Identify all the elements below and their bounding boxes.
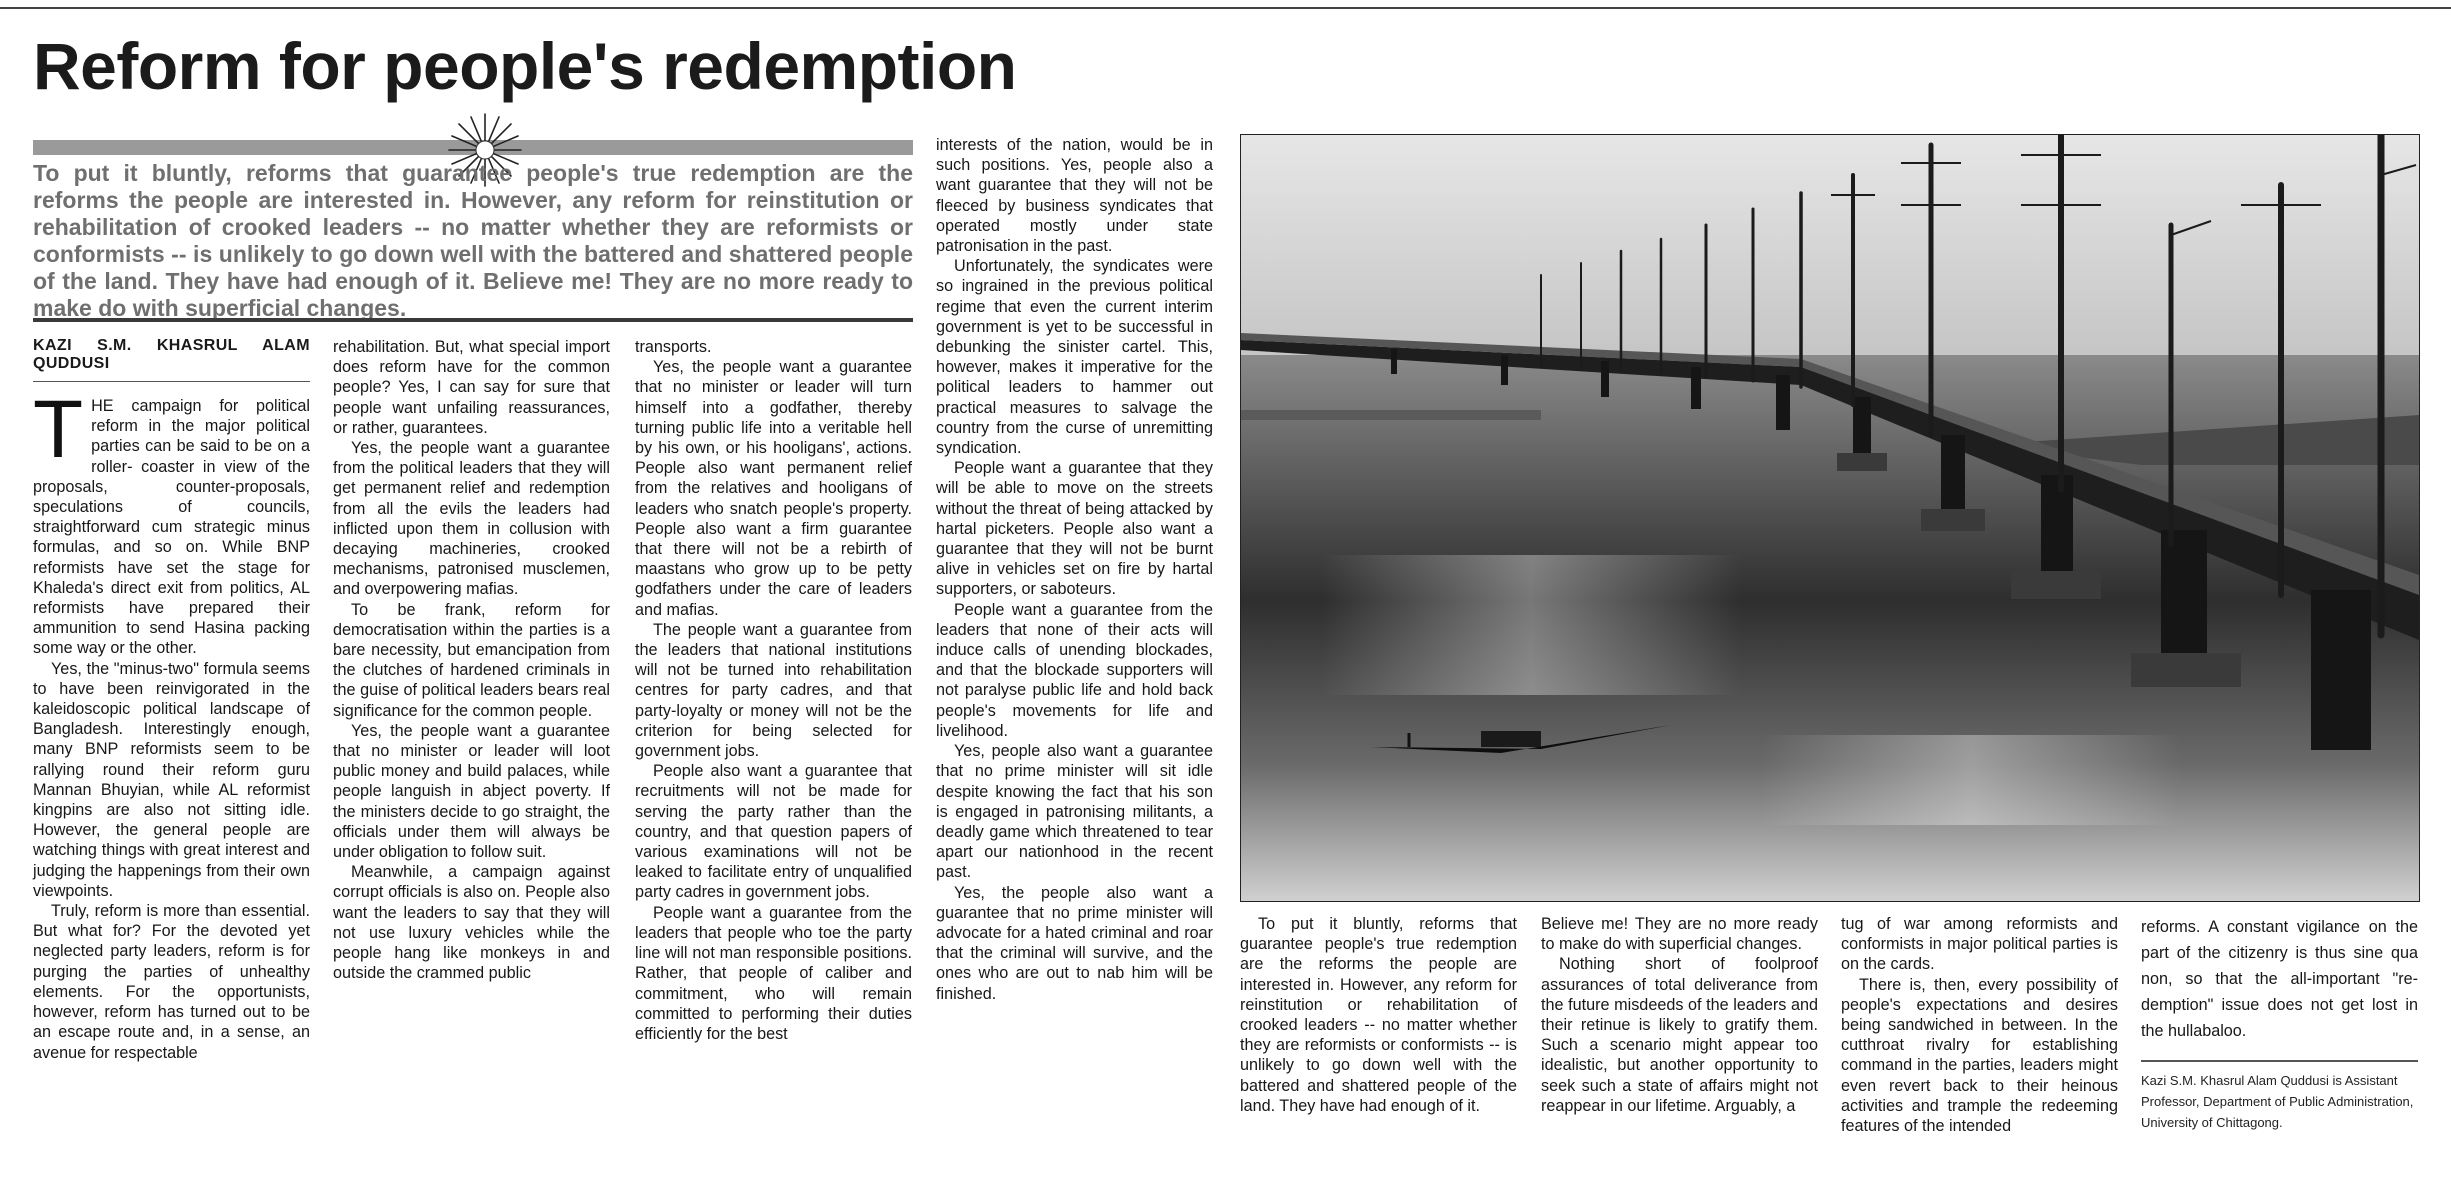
lead-text: HE campaign for political reform in the major political parties can be said to be on a roller- coaster in view of the proposals, counter-proposals, speculations of councils, straightforward cum strategic minus formulas, and so on. While BNP reformists have set the stage for Khaleda's direct exit from politics, AL reformists have prepared their ammunition to send Hasina packing some way or the other. <box>33 397 310 658</box>
paragraph: Nothing short of foolproof assurances of total deliverance from the future misdeeds of the leaders and their retinue is likely to gratify them. Such a scenario might appear too idealistic, but another opportunity to seek such a state of affairs might not reappear in our lifetime. Arguably, a <box>1541 955 1818 1115</box>
lead-paragraph <box>33 384 310 659</box>
bridge-river-image <box>1241 135 2419 901</box>
paragraph: Yes, the people also want a guarantee that no prime minister will advocate for a hated criminal and roar that the criminal will survive, and the ones who are out to nab him will be finished. <box>936 883 1213 1003</box>
column-7 <box>1841 914 2118 1136</box>
paragraph: interests of the nation, would be in such positions. Yes, people also a want guarantee that they will not be fleeced by business syndicates that operated mostly under state patronisation in the past. <box>936 136 1213 256</box>
paragraph: Meanwhile, a campaign against corrupt officials is also on. People also want the leaders to say that they will not use luxury vehicles while the people hang like monkeys in and outside the crammed public <box>333 863 610 983</box>
deck-rule <box>33 318 913 322</box>
paragraph: People want a guarantee that they will be able to move on the streets without the threat of being attacked by hartal picketers. People also want a guarantee that they will not be burnt alive in vehicles set on fire by hartal supporters, or saboteurs. <box>936 459 1213 599</box>
column-4 <box>936 135 1213 1004</box>
paragraph: rehabilitation. But, what special import does reform have for the common people? Yes, I can say for sure that people want unfailing reassurances, or rather, guarantees. <box>333 338 610 437</box>
column-6 <box>1541 914 1818 1116</box>
paragraph: transports. <box>635 338 712 356</box>
paragraph: Truly, reform is more than essential. But what for? For the devoted yet neglected party leaders, reform is for purging the parties of unhealthy elements. For the opportunists, however, reform has turned out to be an escape route and, in a sense, an avenue for respectable <box>33 902 310 1062</box>
author-bio: Kazi S.M. Khasrul Alam Quddusi is Assistant Professor, Department of Public Administration, University of Chittagong. <box>2141 1073 2414 1130</box>
top-rule <box>0 7 2451 9</box>
paragraph: Yes, people also want a guarantee that no prime minister will sit idle despite knowing the fact that his son is engaged in patronising militants, a deadly game which threatened to tear apart our nationhood in the recent past. <box>936 742 1213 882</box>
column-5 <box>1240 914 1517 1116</box>
paragraph: People want a guarantee from the leaders that people who toe the party line will not man responsible positions. Rather, that people of caliber and commitment, who will remain committed to performing their duties efficiently for the best <box>635 903 912 1043</box>
paragraph: To be frank, reform for democratisation within the parties is a bare necessity, but emancipation from the clutches of hardened criminals in the guise of political leaders bears real significance for the common people. <box>333 600 610 720</box>
paragraph: There is, then, every possibility of people's expectations and desires being sandwiched in between. In the cutthroat rivalry for establishing command in the parties, leaders might even revert back to their heinous activities and trample the redeeming features of the intended <box>1841 975 2118 1136</box>
paragraph: Yes, the people want a guarantee from the political leaders that they will get permanent relief and redemption from all the evils the leaders had inflicted upon them in collusion with decaying machineries, crooked mechanisms, patronised musclemen, and overpowering mafias. <box>333 439 610 599</box>
paragraph: To put it bluntly, reforms that guarantee people's true redemption are the reforms the people are interested in. However, any reform for reinstitution or rehabilitation of crooked leaders -- no matter whether they are reformists or conformists -- is unlikely to go down well with the battered and shattered people of the land. They have had enough of it. <box>1240 915 1517 1115</box>
paragraph: Yes, the "minus-two" formula seems to have been reinvigorated in the kaleidoscopic political landscape of Bangladesh. Interestingly enough, many BNP reformists seem to be rallying round their reform guru Mannan Bhuyian, while AL reformist kingpins are also not sitting idle. However, the general people are watching things with great interest and judging the happenings from their own viewpoints. <box>33 659 310 900</box>
column-2 <box>333 337 610 984</box>
column-3 <box>635 337 912 1044</box>
paragraph: Unfortunately, the syndicates were so ingrained in the previous political regime that even the current interim government is yet to be successful in debunking the sinister cartel. This, however, makes it imperative for the political leaders to hammer out practical measures to salvage the country from the curse of unremitting syndication. <box>936 257 1213 458</box>
paragraph: Yes, the people want a guarantee that no minister or leader will turn himself into a godfather, thereby turning public life into a veritable hell by his own, or his hooligans', actions. People also want permanent relief from the relatives and hooligans of leaders who snatch people's property. People also want a firm guarantee that there will not be a rebirth of maastans who grow up to be petty godfathers under the care of leaders and mafias. <box>635 358 912 619</box>
paragraph: Believe me! They are no more ready to make do with superficial changes. <box>1541 915 1818 954</box>
drop-cap: T <box>33 384 84 475</box>
bio-rule <box>2141 1060 2418 1062</box>
headline: Reform for people's redemption <box>33 29 1017 103</box>
paragraph: Yes, the people want a guarantee that no minister or leader will loot public money and build palaces, while people languish in abject poverty. If the ministers decide to go straight, the officials under them will always be under obligation to follow suit. <box>333 721 610 862</box>
column-8 <box>2141 914 2418 1133</box>
bridge-photo <box>1240 134 2420 902</box>
paragraph: People also want a guarantee that recruitments will not be made for serving the party rather than the country, and that question papers of various examinations will not be leaked to facilitate entry of unqualified party cadres in government jobs. <box>635 762 912 902</box>
paragraph: tug of war among reformists and conformists in major political parties is on the cards. <box>1841 915 2118 974</box>
deck-summary: To put it bluntly, reforms that guarantee people's true redemption are the reforms the people are interested in. However, any reform for reinstitution or rehabilitation of crooked leaders -- no matter whether they are reformists or conformists -- is unlikely to go down well with the battered and shattered people of the land. They have had enough of it. Believe me! They are no more ready to make do with superficial changes. <box>33 160 913 321</box>
paragraph: The people want a guarantee from the leaders that national institutions will not be turned into rehabilitation centres for party cadres, and that party-loyalty or money will not be the criterion for being selected for government jobs. <box>635 620 912 761</box>
byline: KAZI S.M. KHASRUL ALAM QUDDUSI <box>33 337 310 372</box>
column-1 <box>33 337 310 1063</box>
paragraph: People want a guarantee from the leaders that none of their acts will induce calls of unending blockades, and that the blockade supporters will not paralyse public life and hold back people's movements for life and livelihood. <box>936 600 1213 740</box>
paragraph: reforms. A constant vigilance on the part of the citizenry is thus sine qua non, so that the all-important "re-demption" issue does not get lost in the hullabaloo. <box>2141 918 2418 1040</box>
byline-rule <box>33 381 310 382</box>
